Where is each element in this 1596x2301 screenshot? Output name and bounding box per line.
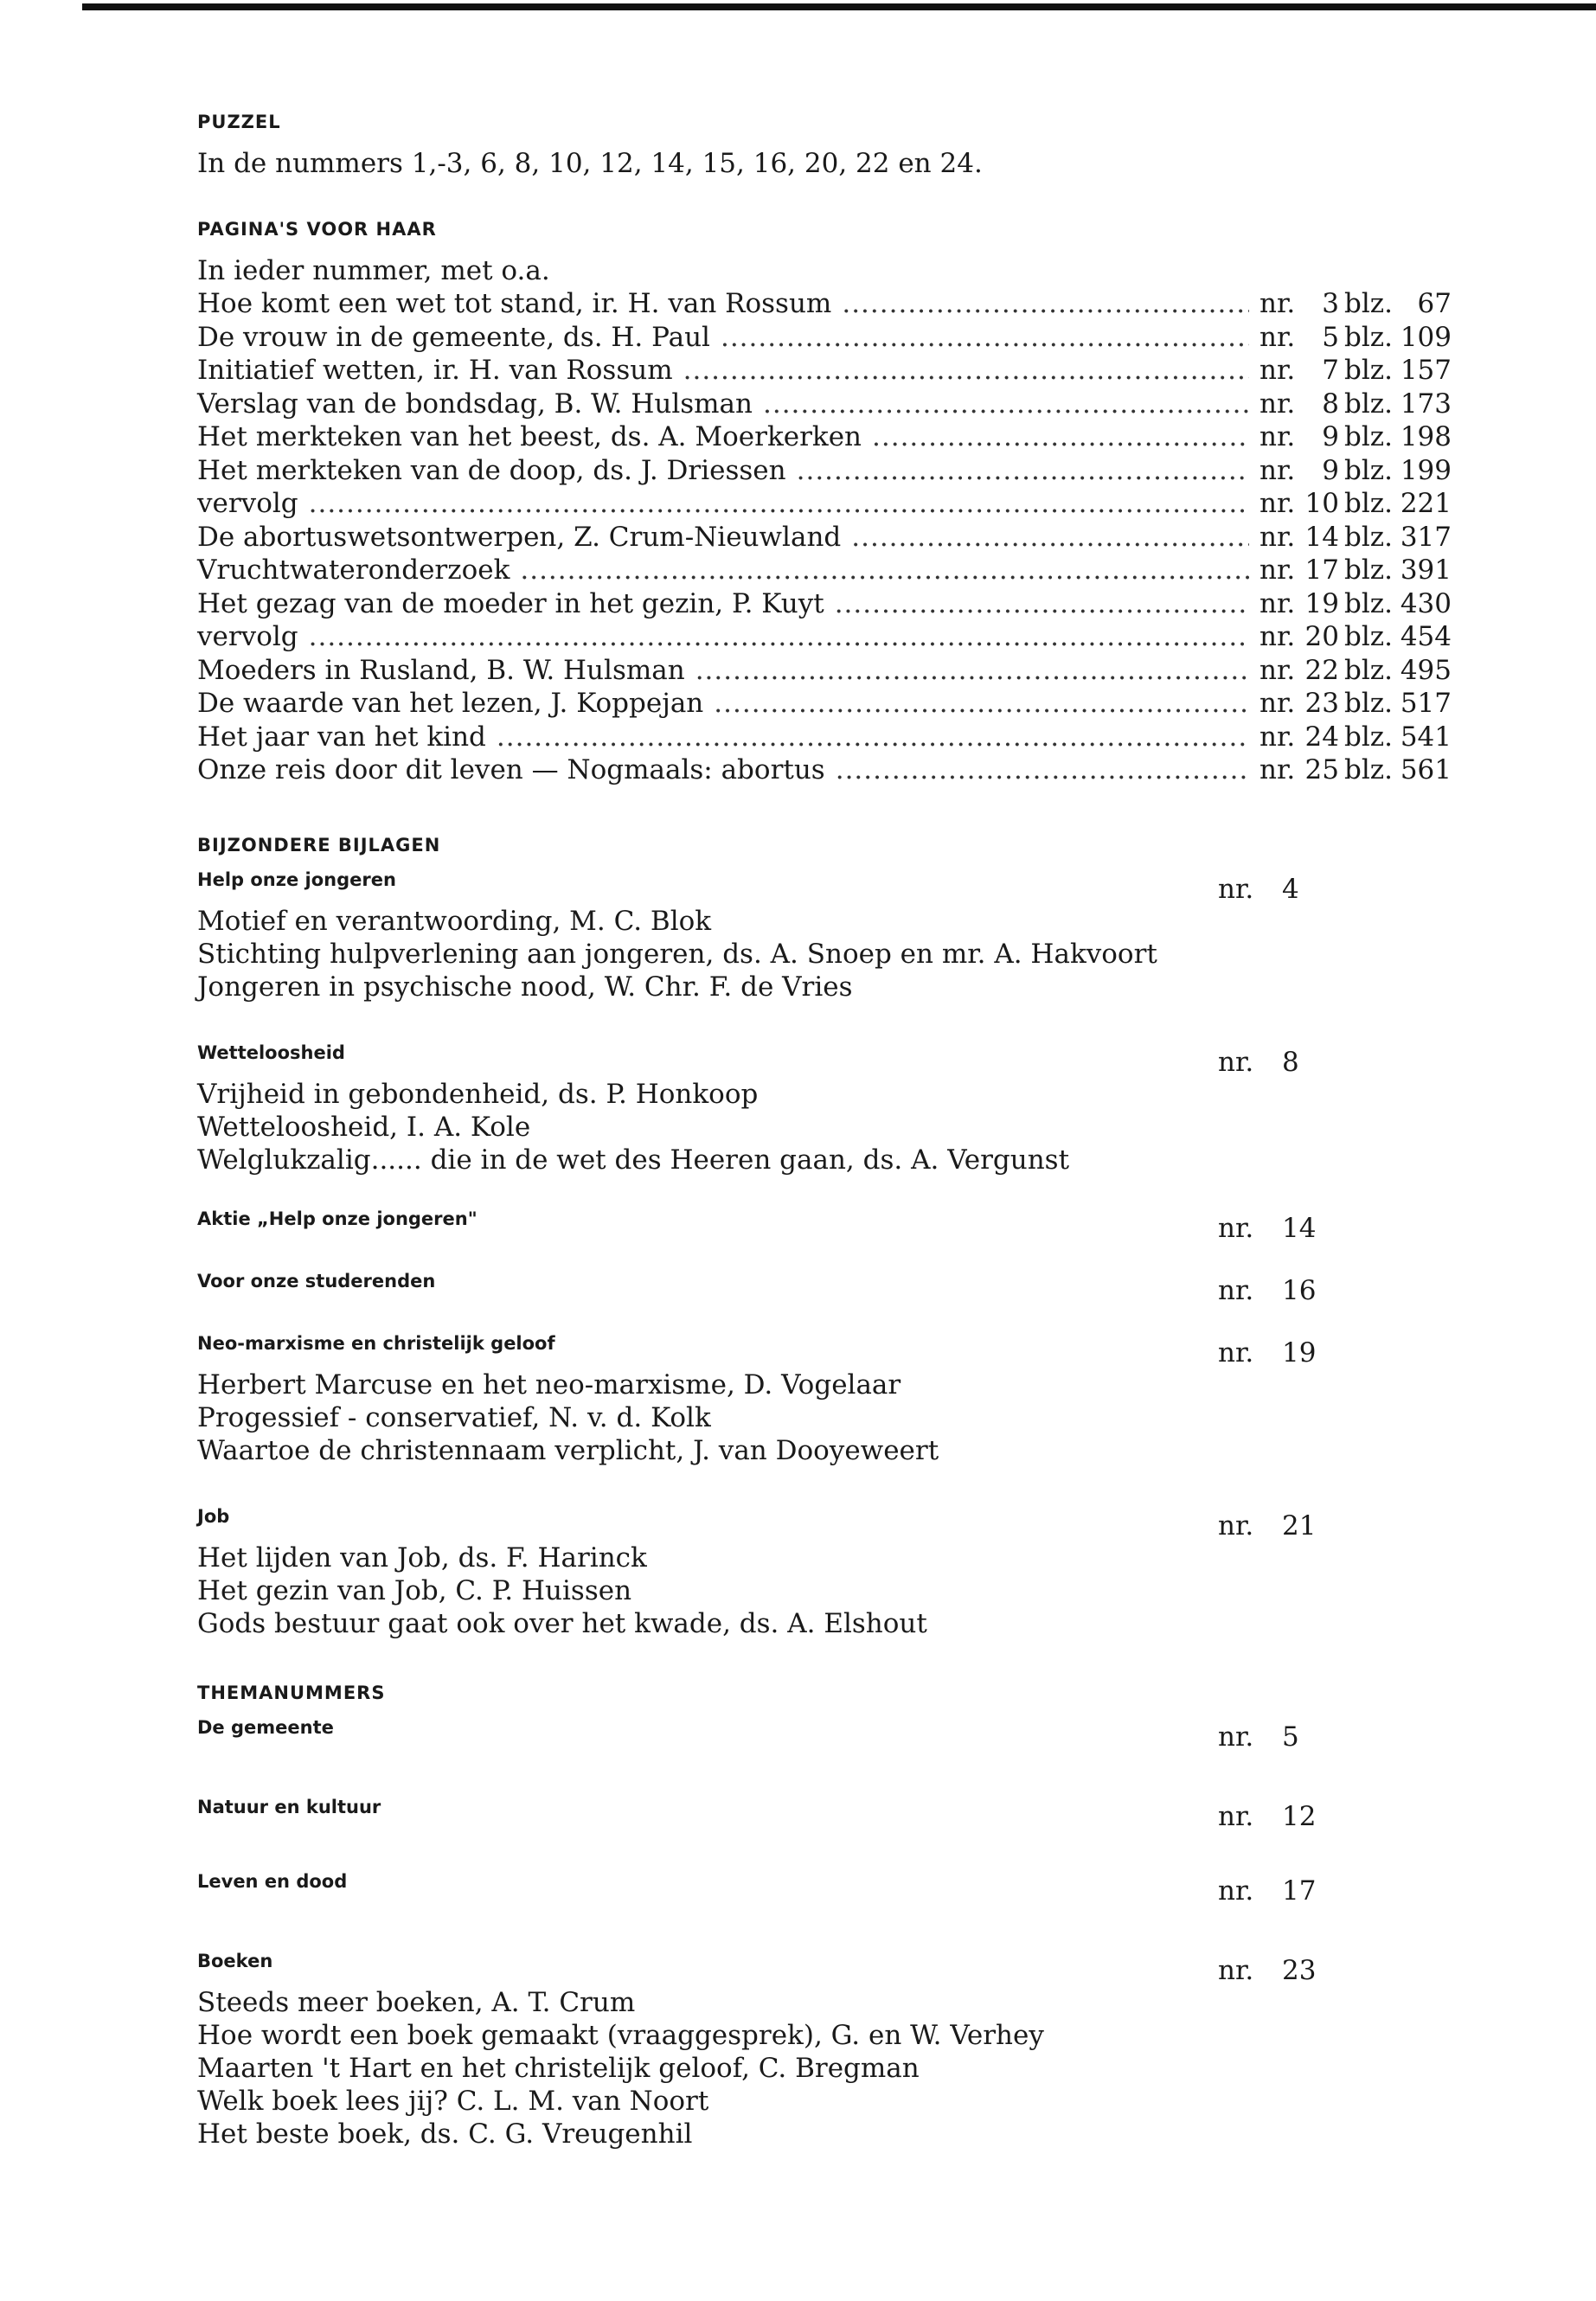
toc-entry-page: 391 bbox=[1400, 554, 1452, 586]
toc-entry-title: Hoe komt een wet tot stand, ir. H. van Rossum bbox=[197, 288, 832, 319]
toc-entry-page: 67 bbox=[1417, 288, 1452, 319]
dot-leader bbox=[683, 354, 1249, 388]
toc-entry-blz-label: blz. bbox=[1344, 721, 1393, 753]
supplement-header bbox=[197, 868, 1452, 905]
toc-entry-blz-label: blz. bbox=[1344, 355, 1393, 386]
supplement-issue bbox=[1218, 1510, 1316, 1541]
toc-entry bbox=[197, 354, 1452, 388]
supplement-title: Job bbox=[197, 1505, 230, 1527]
supplement-nr-label: nr. bbox=[1218, 1954, 1254, 1986]
dot-leader bbox=[797, 454, 1249, 488]
themas-section bbox=[197, 1682, 1452, 2150]
supplement-article: Het lijden van Job, ds. F. Harinck bbox=[197, 1541, 647, 1574]
toc-entry-blz-label: blz. bbox=[1344, 654, 1393, 686]
toc-entry-ref bbox=[1259, 721, 1452, 754]
toc-entry-blz-label: blz. bbox=[1344, 488, 1393, 519]
toc-entry-blz-label: blz. bbox=[1344, 621, 1393, 652]
toc-entry-ref bbox=[1259, 554, 1452, 587]
toc-entry-issue: 23 bbox=[1304, 688, 1339, 719]
supplement-article: Het beste boek, ds. C. G. Vreugenhil bbox=[197, 2118, 693, 2150]
toc-entry-blz-label: blz. bbox=[1344, 321, 1393, 353]
toc-entry-page: 317 bbox=[1400, 521, 1452, 553]
supplement-group bbox=[197, 1270, 1452, 1306]
supplement-nr-label: nr. bbox=[1218, 1046, 1254, 1078]
toc-entry-nr-label: nr. bbox=[1259, 721, 1296, 753]
toc-entry-issue: 14 bbox=[1304, 521, 1339, 553]
supplement-title: Aktie „Help onze jongeren" bbox=[197, 1208, 478, 1229]
toc-entry-issue: 17 bbox=[1304, 554, 1339, 586]
supplement-article: Welglukzalig...... die in de wet des Heeren gaan, ds. A. Vergunst bbox=[197, 1144, 1070, 1176]
supplement-issue bbox=[1218, 1337, 1316, 1368]
toc-entry-nr-label: nr. bbox=[1259, 454, 1296, 486]
supplement-header bbox=[197, 1270, 1452, 1306]
toc-entry-ref bbox=[1259, 687, 1452, 721]
supplement-issue-number: 14 bbox=[1282, 1212, 1317, 1244]
toc-entry-ref bbox=[1259, 620, 1452, 654]
toc-entry-title: Initiatief wetten, ir. H. van Rossum bbox=[197, 355, 673, 386]
supplement-title: Natuur en kultuur bbox=[197, 1796, 381, 1817]
supplement-title: Voor onze studerenden bbox=[197, 1270, 436, 1292]
toc-entry-nr-label: nr. bbox=[1259, 321, 1296, 353]
toc-entry-ref bbox=[1259, 753, 1452, 787]
supplement-group bbox=[197, 1208, 1452, 1244]
supplement-article: Steeds meer boeken, A. T. Crum bbox=[197, 1986, 636, 2018]
toc-entry-nr-label: nr. bbox=[1259, 621, 1296, 652]
toc-entry-nr-label: nr. bbox=[1259, 355, 1296, 386]
supplement-title: Wetteloosheid bbox=[197, 1042, 345, 1063]
toc-entry bbox=[197, 620, 1452, 654]
toc-entry-page: 561 bbox=[1400, 754, 1452, 785]
toc-entry-nr-label: nr. bbox=[1259, 421, 1296, 452]
toc-entry bbox=[197, 687, 1452, 721]
toc-entry-title: Verslag van de bondsdag, B. W. Hulsman bbox=[197, 388, 753, 420]
toc-entry bbox=[197, 454, 1452, 488]
dot-leader bbox=[721, 321, 1249, 355]
toc-entry bbox=[197, 587, 1452, 621]
toc-entry-blz-label: blz. bbox=[1344, 688, 1393, 719]
toc-entry-ref bbox=[1259, 587, 1452, 621]
toc-entry-title: Onze reis door dit leven — Nogmaals: abortus bbox=[197, 754, 825, 785]
paginas-intro: In ieder nummer, met o.a. bbox=[197, 255, 550, 286]
supplement-article: Wetteloosheid, I. A. Kole bbox=[197, 1111, 531, 1143]
toc-entry bbox=[197, 420, 1452, 454]
toc-entry-issue: 19 bbox=[1304, 587, 1339, 619]
dot-leader bbox=[520, 554, 1249, 587]
supplement-title: De gemeente bbox=[197, 1716, 334, 1738]
toc-entry-page: 173 bbox=[1400, 388, 1452, 420]
toc-entry-page: 109 bbox=[1400, 321, 1452, 353]
toc-entry bbox=[197, 321, 1452, 355]
supplement-issue-number: 17 bbox=[1282, 1875, 1317, 1907]
toc-entry bbox=[197, 521, 1452, 554]
toc-entry-blz-label: blz. bbox=[1344, 521, 1393, 553]
toc-entry-page: 430 bbox=[1400, 587, 1452, 619]
bijlagen-section bbox=[197, 834, 1452, 1640]
toc-entry-page: 221 bbox=[1400, 488, 1452, 519]
supplement-group bbox=[197, 1950, 1452, 2150]
supplement-article: Waartoe de christennaam verplicht, J. van Dooyeweert bbox=[197, 1434, 939, 1466]
toc-entry-title: Moeders in Rusland, B. W. Hulsman bbox=[197, 654, 685, 686]
supplement-article: Motief en verantwoording, M. C. Blok bbox=[197, 905, 712, 937]
toc-entry-ref bbox=[1259, 454, 1452, 488]
toc-entry-page: 541 bbox=[1400, 721, 1452, 753]
supplement-article: Maarten 't Hart en het christelijk geloof, C. Bregman bbox=[197, 2052, 920, 2084]
supplement-group bbox=[197, 1870, 1452, 1907]
toc-entry-issue: 7 bbox=[1322, 355, 1339, 386]
toc-entry-nr-label: nr. bbox=[1259, 388, 1296, 420]
supplement-title: Neo-marxisme en christelijk geloof bbox=[197, 1332, 555, 1354]
toc-entry-title: vervolg bbox=[197, 488, 298, 519]
toc-entry bbox=[197, 487, 1452, 521]
supplement-issue bbox=[1218, 1275, 1316, 1306]
supplement-header bbox=[197, 1796, 1452, 1832]
supplement-header bbox=[197, 1332, 1452, 1368]
supplement-group bbox=[197, 1716, 1452, 1753]
dot-leader bbox=[714, 687, 1249, 721]
toc-entry-page: 454 bbox=[1400, 621, 1452, 652]
supplement-header bbox=[197, 1716, 1452, 1753]
dot-leader bbox=[309, 487, 1249, 521]
dot-leader bbox=[309, 620, 1249, 654]
themas-list bbox=[197, 1716, 1452, 2150]
section-heading-paginas: PAGINA'S VOOR HAAR bbox=[197, 219, 437, 240]
supplement-title: Leven en dood bbox=[197, 1870, 348, 1892]
toc-entry bbox=[197, 287, 1452, 321]
paginas-section bbox=[197, 218, 1452, 787]
toc-entry bbox=[197, 721, 1452, 754]
top-rule bbox=[82, 3, 1596, 10]
supplement-issue-number: 8 bbox=[1282, 1046, 1299, 1078]
toc-entry-page: 198 bbox=[1400, 421, 1452, 452]
toc-entry-blz-label: blz. bbox=[1344, 421, 1393, 452]
supplement-issue-number: 5 bbox=[1282, 1721, 1299, 1753]
toc-entry-nr-label: nr. bbox=[1259, 554, 1296, 586]
supplement-article: Herbert Marcuse en het neo-marxisme, D. Vogelaar bbox=[197, 1368, 901, 1400]
supplement-group bbox=[197, 868, 1452, 1003]
supplement-group bbox=[197, 1505, 1452, 1640]
supplement-article: Welk boek lees jij? C. L. M. van Noort bbox=[197, 2085, 709, 2117]
supplement-issue-number: 23 bbox=[1282, 1954, 1317, 1986]
dot-leader bbox=[497, 721, 1249, 754]
toc-entry-blz-label: blz. bbox=[1344, 554, 1393, 586]
supplement-article: Gods bestuur gaat ook over het kwade, ds. A. Elshout bbox=[197, 1607, 927, 1639]
supplement-issue-number: 4 bbox=[1282, 873, 1299, 905]
supplement-nr-label: nr. bbox=[1218, 1509, 1254, 1541]
supplement-issue bbox=[1218, 1955, 1316, 1986]
dot-leader bbox=[695, 654, 1249, 688]
supplement-group bbox=[197, 1796, 1452, 1832]
section-heading-puzzel: PUZZEL bbox=[197, 112, 281, 132]
toc-entry-blz-label: blz. bbox=[1344, 288, 1393, 319]
dot-leader bbox=[836, 753, 1249, 787]
toc-entry-ref bbox=[1259, 420, 1452, 454]
toc-entry-nr-label: nr. bbox=[1259, 521, 1296, 553]
dot-leader bbox=[835, 587, 1249, 621]
toc-entry-issue: 10 bbox=[1304, 488, 1339, 519]
dot-leader bbox=[763, 388, 1249, 421]
toc-entry-blz-label: blz. bbox=[1344, 388, 1393, 420]
toc-entry-ref bbox=[1259, 287, 1452, 321]
toc-entry-issue: 25 bbox=[1304, 754, 1339, 785]
supplement-header bbox=[197, 1950, 1452, 1986]
toc-entry-issue: 9 bbox=[1322, 454, 1339, 486]
toc-entry-ref bbox=[1259, 354, 1452, 388]
supplement-nr-label: nr. bbox=[1218, 1274, 1254, 1306]
toc-entry-blz-label: blz. bbox=[1344, 454, 1393, 486]
section-heading-themas: THEMANUMMERS bbox=[197, 1682, 386, 1703]
dot-leader bbox=[872, 420, 1249, 454]
toc-entry-issue: 9 bbox=[1322, 421, 1339, 452]
supplement-nr-label: nr. bbox=[1218, 1721, 1254, 1753]
supplement-nr-label: nr. bbox=[1218, 1336, 1254, 1368]
supplement-nr-label: nr. bbox=[1218, 1800, 1254, 1832]
supplement-header bbox=[197, 1505, 1452, 1541]
toc-entry-blz-label: blz. bbox=[1344, 754, 1393, 785]
toc-entry-nr-label: nr. bbox=[1259, 754, 1296, 785]
toc-entry-nr-label: nr. bbox=[1259, 488, 1296, 519]
toc-entry-title: Vruchtwateronderzoek bbox=[197, 554, 510, 586]
toc-entry-issue: 22 bbox=[1304, 654, 1339, 686]
dot-leader bbox=[842, 287, 1249, 321]
toc-entry-ref bbox=[1259, 654, 1452, 688]
toc-entry-nr-label: nr. bbox=[1259, 688, 1296, 719]
supplement-issue bbox=[1218, 1875, 1316, 1907]
puzzel-text: In de nummers 1,-3, 6, 8, 10, 12, 14, 15, 16, 20, 22 en 24. bbox=[197, 148, 983, 179]
supplement-nr-label: nr. bbox=[1218, 1212, 1254, 1244]
supplement-article: Hoe wordt een boek gemaakt (vraaggesprek), G. en W. Verhey bbox=[197, 2019, 1044, 2051]
toc-entry-issue: 20 bbox=[1304, 621, 1339, 652]
section-heading-bijlagen: BIJZONDERE BIJLAGEN bbox=[197, 834, 441, 856]
toc-entry-ref bbox=[1259, 388, 1452, 421]
toc-entry-issue: 24 bbox=[1304, 721, 1339, 753]
toc-entry bbox=[197, 753, 1452, 787]
supplement-title: Boeken bbox=[197, 1950, 273, 1971]
supplement-nr-label: nr. bbox=[1218, 873, 1254, 905]
toc-entry-issue: 8 bbox=[1322, 388, 1339, 420]
toc-entry-ref bbox=[1259, 521, 1452, 554]
toc-entry-blz-label: blz. bbox=[1344, 587, 1393, 619]
toc-entry-nr-label: nr. bbox=[1259, 654, 1296, 686]
toc-entry-issue: 5 bbox=[1322, 321, 1339, 353]
supplement-article: Het gezin van Job, C. P. Huissen bbox=[197, 1574, 632, 1606]
supplement-article: Stichting hulpverlening aan jongeren, ds. A. Snoep en mr. A. Hakvoort bbox=[197, 938, 1157, 970]
toc-entry-nr-label: nr. bbox=[1259, 288, 1296, 319]
supplement-issue bbox=[1218, 874, 1299, 905]
toc-entry-ref bbox=[1259, 321, 1452, 355]
toc-entry-title: Het merkteken van het beest, ds. A. Moerkerken bbox=[197, 421, 862, 452]
supplement-issue-number: 16 bbox=[1282, 1274, 1317, 1306]
supplement-group bbox=[197, 1332, 1452, 1467]
bijlagen-list bbox=[197, 868, 1452, 1640]
toc-entry-issue: 3 bbox=[1322, 288, 1339, 319]
puzzel-section bbox=[197, 111, 1452, 180]
toc-entry-page: 199 bbox=[1400, 454, 1452, 486]
supplement-issue-number: 12 bbox=[1282, 1800, 1317, 1832]
supplement-header bbox=[197, 1042, 1452, 1078]
toc-entry bbox=[197, 554, 1452, 587]
supplement-group bbox=[197, 1042, 1452, 1176]
dot-leader bbox=[851, 521, 1249, 554]
supplement-issue bbox=[1218, 1213, 1316, 1244]
supplement-issue bbox=[1218, 1047, 1299, 1078]
supplement-issue bbox=[1218, 1801, 1316, 1832]
supplement-article: Jongeren in psychische nood, W. Chr. F. de Vries bbox=[197, 971, 853, 1003]
supplement-title: Help onze jongeren bbox=[197, 868, 396, 890]
supplement-issue-number: 21 bbox=[1282, 1509, 1317, 1541]
index-page bbox=[197, 111, 1452, 2150]
toc-entry-title: De vrouw in de gemeente, ds. H. Paul bbox=[197, 321, 710, 353]
supplement-header bbox=[197, 1208, 1452, 1244]
toc-entry-title: Het gezag van de moeder in het gezin, P. Kuyt bbox=[197, 587, 824, 619]
supplement-article: Vrijheid in gebondenheid, ds. P. Honkoop bbox=[197, 1078, 759, 1110]
supplement-article: Progessief - conservatief, N. v. d. Kolk bbox=[197, 1401, 711, 1433]
toc-entry bbox=[197, 654, 1452, 688]
supplement-nr-label: nr. bbox=[1218, 1875, 1254, 1907]
toc-entry-title: De abortuswetsontwerpen, Z. Crum-Nieuwland bbox=[197, 521, 842, 553]
toc-entry-title: Het merkteken van de doop, ds. J. Driessen bbox=[197, 454, 786, 486]
toc-entry-page: 157 bbox=[1400, 355, 1452, 386]
toc-entry-title: Het jaar van het kind bbox=[197, 721, 486, 753]
toc-entry-title: vervolg bbox=[197, 621, 298, 652]
supplement-issue bbox=[1218, 1721, 1299, 1753]
toc-entry-title: De waarde van het lezen, J. Koppejan bbox=[197, 688, 704, 719]
toc-entry bbox=[197, 388, 1452, 421]
supplement-issue-number: 19 bbox=[1282, 1336, 1317, 1368]
toc-entry-page: 517 bbox=[1400, 688, 1452, 719]
supplement-header bbox=[197, 1870, 1452, 1907]
toc-list bbox=[197, 287, 1452, 787]
toc-entry-page: 495 bbox=[1400, 654, 1452, 686]
toc-entry-ref bbox=[1259, 487, 1452, 521]
toc-entry-nr-label: nr. bbox=[1259, 587, 1296, 619]
